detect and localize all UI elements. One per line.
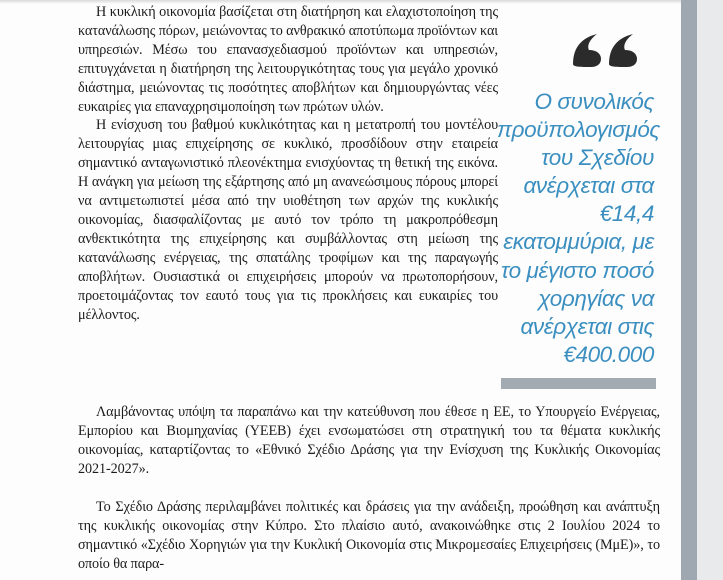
- page-edge: [697, 0, 723, 580]
- article-paragraph-2: Η ενίσχυση του βαθμού κυκλικότητας και η μετατροπή του μοντέλου λειτουργίας μιας επιχείρησης σε κυκλικό, προσδίδουν στην εταιρεία σημαντικό ανταγωνιστικό πλεονέκτημα ενισχύοντας τη θετική της εικόνα. Η ανάγκη για μείωση της εξάρτησης από μη ανανεώσιμους πόρους μπορεί να αντιμετωπιστεί μέσα από την υιοθέτηση των αρχών της κυκλικής οικονομίας, διασφαλίζοντας με αυτό τον τρόπο τη μακροπρόθεσμη ανθεκτικότητα της επιχείρησης και συμβάλλοντας στη μείωση της κατανάλωσης ενέργειας, της σπατάλης τροφίμων και της παραγωγής αποβλήτων. Ουσιαστικά οι επιχειρήσεις μπορούν να πρωτοπορήσουν, προετοιμάζοντας τον εαυτό τους για τις προκλήσεις και ευκαιρίες του μέλλοντος.: [78, 117, 498, 323]
- pull-quote-rule: [501, 378, 656, 389]
- pull-quote: [497, 26, 660, 391]
- page-margin-bar: [681, 0, 697, 580]
- quotation-marks-icon: [567, 28, 647, 68]
- article-paragraph-1: Η κυκλική οικονομία βασίζεται στη διατήρηση και ελαχιστοποίηση της κατανάλωσης πόρων, μειώνοντας το ανθρακικό αποτύπωμα προϊόντων και υπηρεσιών. Μέσω του επανασχεδιασμού προϊόντων και υπηρεσιών, επιτυγχάνεται η διατήρηση της λειτουργικότητας τους για μεγάλο χρονικό διάστημα, μειώνοντας τις ποσότητες αποβλήτων και δημιουργώντας νέες ευκαιρίες για επαναχρησιμοποίηση των πρώτων υλών.: [78, 4, 498, 115]
- article-paragraph-4: Το Σχέδιο Δράσης περιλαμβάνει πολιτικές και δράσεις για την ανάδειξη, προώθηση και ανάπτυξη της κυκλικής οικονομίας στην Κύπρο. Στο πλαίσιο αυτό, ανακοινώθηκε στις 2 Ιουλίου 2024 το σημαντικό «Σχέδιο Χορηγιών για την Κυκλική Οικονομία στις Μικρομεσαίες Επιχειρήσεις (ΜμΕ)», το οποίο θα παρα-: [78, 499, 660, 572]
- article-paragraph-3: Λαμβάνοντας υπόψη τα παραπάνω και την κατεύθυνση που έθεσε η ΕΕ, το Υπουργείο Ενέργειας, Εμπορίου και Βιομηχανίας (ΥΕΕΒ) έχει ενσωματώσει στη στρατηγική του τα θέματα κυκλικής οικονομίας, καταρτίζοντας το «Εθνικό Σχέδιο Δράσης για την Ενίσχυση της Κυκλικής Οικονομίας 2021-2027».: [78, 404, 660, 477]
- pull-quote-text: Ο συνολικός προϋπολογισμός του Σχεδίου ανέρχεται στα €14,4 εκατομμύρια, με το μέγιστο ποσό χορηγίας να ανέρχεται στις €400.000: [497, 89, 660, 367]
- article-column: [78, 3, 498, 324]
